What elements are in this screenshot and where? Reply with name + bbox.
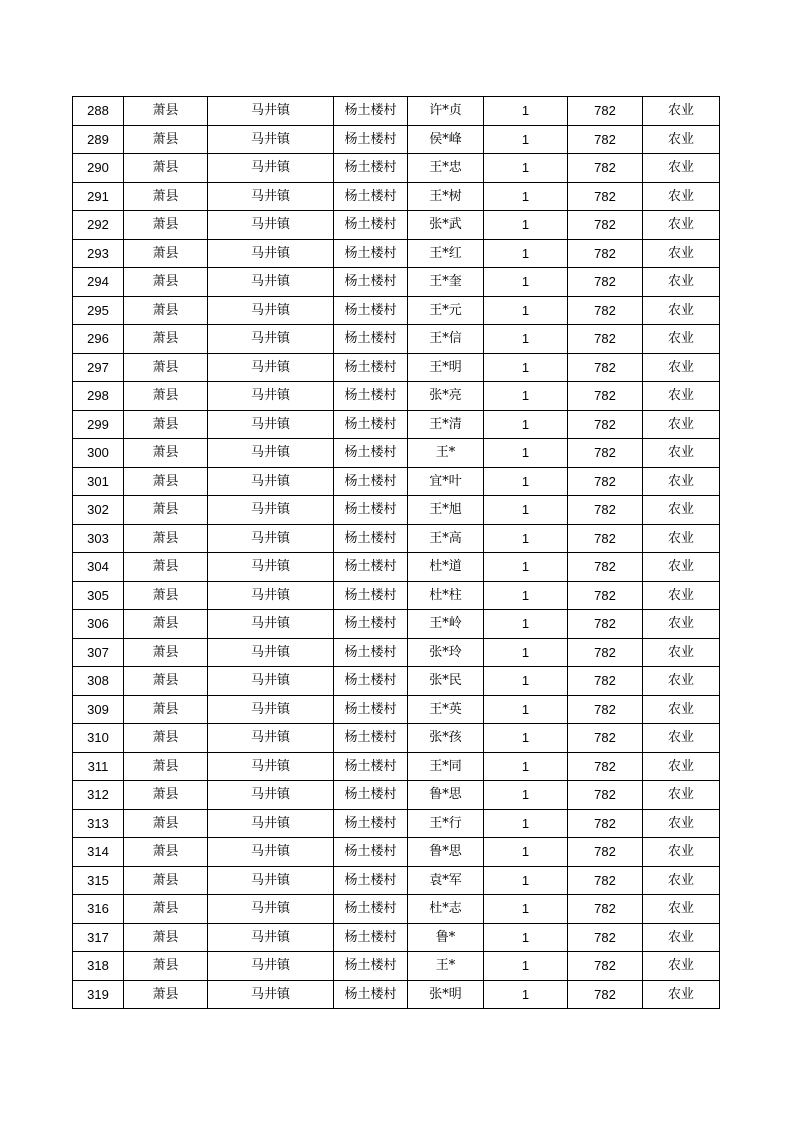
amount-cell: 782 bbox=[568, 553, 643, 582]
county-cell: 萧县 bbox=[124, 154, 208, 183]
village-cell: 杨土楼村 bbox=[334, 809, 408, 838]
table-row bbox=[73, 182, 720, 211]
county-cell: 萧县 bbox=[124, 838, 208, 867]
village-cell: 杨土楼村 bbox=[334, 496, 408, 525]
table-row bbox=[73, 325, 720, 354]
village-cell: 杨土楼村 bbox=[334, 296, 408, 325]
category-cell: 农业 bbox=[643, 325, 720, 354]
category-cell: 农业 bbox=[643, 410, 720, 439]
village-cell: 杨土楼村 bbox=[334, 866, 408, 895]
county-cell: 萧县 bbox=[124, 467, 208, 496]
amount-cell: 782 bbox=[568, 325, 643, 354]
amount-cell: 782 bbox=[568, 895, 643, 924]
count-cell: 1 bbox=[484, 866, 568, 895]
category-cell: 农业 bbox=[643, 125, 720, 154]
county-cell: 萧县 bbox=[124, 382, 208, 411]
county-cell: 萧县 bbox=[124, 809, 208, 838]
row-number: 313 bbox=[73, 809, 124, 838]
count-cell: 1 bbox=[484, 410, 568, 439]
category-cell: 农业 bbox=[643, 809, 720, 838]
village-cell: 杨土楼村 bbox=[334, 524, 408, 553]
category-cell: 农业 bbox=[643, 638, 720, 667]
table-row bbox=[73, 410, 720, 439]
county-cell: 萧县 bbox=[124, 610, 208, 639]
amount-cell: 782 bbox=[568, 838, 643, 867]
row-number: 302 bbox=[73, 496, 124, 525]
town-cell: 马井镇 bbox=[208, 268, 334, 297]
name-cell: 张*明 bbox=[408, 980, 484, 1009]
count-cell: 1 bbox=[484, 923, 568, 952]
row-number: 292 bbox=[73, 211, 124, 240]
row-number: 300 bbox=[73, 439, 124, 468]
table-row bbox=[73, 553, 720, 582]
village-cell: 杨土楼村 bbox=[334, 410, 408, 439]
town-cell: 马井镇 bbox=[208, 296, 334, 325]
table-row bbox=[73, 125, 720, 154]
count-cell: 1 bbox=[484, 467, 568, 496]
count-cell: 1 bbox=[484, 97, 568, 126]
category-cell: 农业 bbox=[643, 866, 720, 895]
town-cell: 马井镇 bbox=[208, 439, 334, 468]
name-cell: 许*贞 bbox=[408, 97, 484, 126]
category-cell: 农业 bbox=[643, 268, 720, 297]
amount-cell: 782 bbox=[568, 809, 643, 838]
category-cell: 农业 bbox=[643, 980, 720, 1009]
name-cell: 张*民 bbox=[408, 667, 484, 696]
row-number: 307 bbox=[73, 638, 124, 667]
village-cell: 杨土楼村 bbox=[334, 268, 408, 297]
county-cell: 萧县 bbox=[124, 638, 208, 667]
amount-cell: 782 bbox=[568, 638, 643, 667]
count-cell: 1 bbox=[484, 781, 568, 810]
amount-cell: 782 bbox=[568, 410, 643, 439]
town-cell: 马井镇 bbox=[208, 496, 334, 525]
village-cell: 杨土楼村 bbox=[334, 952, 408, 981]
town-cell: 马井镇 bbox=[208, 581, 334, 610]
county-cell: 萧县 bbox=[124, 724, 208, 753]
village-cell: 杨土楼村 bbox=[334, 695, 408, 724]
amount-cell: 782 bbox=[568, 524, 643, 553]
amount-cell: 782 bbox=[568, 496, 643, 525]
village-cell: 杨土楼村 bbox=[334, 353, 408, 382]
village-cell: 杨土楼村 bbox=[334, 638, 408, 667]
village-cell: 杨土楼村 bbox=[334, 239, 408, 268]
amount-cell: 782 bbox=[568, 695, 643, 724]
town-cell: 马井镇 bbox=[208, 467, 334, 496]
village-cell: 杨土楼村 bbox=[334, 182, 408, 211]
amount-cell: 782 bbox=[568, 467, 643, 496]
row-number: 310 bbox=[73, 724, 124, 753]
table-row bbox=[73, 581, 720, 610]
category-cell: 农业 bbox=[643, 239, 720, 268]
category-cell: 农业 bbox=[643, 781, 720, 810]
name-cell: 王* bbox=[408, 439, 484, 468]
county-cell: 萧县 bbox=[124, 125, 208, 154]
count-cell: 1 bbox=[484, 125, 568, 154]
town-cell: 马井镇 bbox=[208, 895, 334, 924]
amount-cell: 782 bbox=[568, 97, 643, 126]
town-cell: 马井镇 bbox=[208, 923, 334, 952]
village-cell: 杨土楼村 bbox=[334, 154, 408, 183]
name-cell: 鲁* bbox=[408, 923, 484, 952]
town-cell: 马井镇 bbox=[208, 695, 334, 724]
name-cell: 杜*柱 bbox=[408, 581, 484, 610]
count-cell: 1 bbox=[484, 325, 568, 354]
table-row bbox=[73, 154, 720, 183]
row-number: 291 bbox=[73, 182, 124, 211]
town-cell: 马井镇 bbox=[208, 781, 334, 810]
amount-cell: 782 bbox=[568, 382, 643, 411]
row-number: 303 bbox=[73, 524, 124, 553]
amount-cell: 782 bbox=[568, 581, 643, 610]
county-cell: 萧县 bbox=[124, 524, 208, 553]
category-cell: 农业 bbox=[643, 524, 720, 553]
county-cell: 萧县 bbox=[124, 496, 208, 525]
count-cell: 1 bbox=[484, 154, 568, 183]
county-cell: 萧县 bbox=[124, 752, 208, 781]
table-row bbox=[73, 296, 720, 325]
county-cell: 萧县 bbox=[124, 97, 208, 126]
category-cell: 农业 bbox=[643, 895, 720, 924]
village-cell: 杨土楼村 bbox=[334, 97, 408, 126]
table-row bbox=[73, 952, 720, 981]
table-row bbox=[73, 353, 720, 382]
row-number: 319 bbox=[73, 980, 124, 1009]
name-cell: 王*元 bbox=[408, 296, 484, 325]
category-cell: 农业 bbox=[643, 838, 720, 867]
category-cell: 农业 bbox=[643, 581, 720, 610]
row-number: 304 bbox=[73, 553, 124, 582]
count-cell: 1 bbox=[484, 496, 568, 525]
roster-body bbox=[73, 97, 720, 1009]
count-cell: 1 bbox=[484, 524, 568, 553]
row-number: 293 bbox=[73, 239, 124, 268]
row-number: 298 bbox=[73, 382, 124, 411]
count-cell: 1 bbox=[484, 268, 568, 297]
county-cell: 萧县 bbox=[124, 296, 208, 325]
town-cell: 马井镇 bbox=[208, 410, 334, 439]
village-cell: 杨土楼村 bbox=[334, 581, 408, 610]
table-row bbox=[73, 638, 720, 667]
village-cell: 杨土楼村 bbox=[334, 325, 408, 354]
name-cell: 王*红 bbox=[408, 239, 484, 268]
table-row bbox=[73, 752, 720, 781]
name-cell: 侯*峰 bbox=[408, 125, 484, 154]
name-cell: 张*孩 bbox=[408, 724, 484, 753]
county-cell: 萧县 bbox=[124, 952, 208, 981]
row-number: 290 bbox=[73, 154, 124, 183]
amount-cell: 782 bbox=[568, 353, 643, 382]
town-cell: 马井镇 bbox=[208, 211, 334, 240]
name-cell: 王*旭 bbox=[408, 496, 484, 525]
town-cell: 马井镇 bbox=[208, 724, 334, 753]
count-cell: 1 bbox=[484, 895, 568, 924]
village-cell: 杨土楼村 bbox=[334, 980, 408, 1009]
county-cell: 萧县 bbox=[124, 667, 208, 696]
category-cell: 农业 bbox=[643, 439, 720, 468]
town-cell: 马井镇 bbox=[208, 610, 334, 639]
town-cell: 马井镇 bbox=[208, 667, 334, 696]
category-cell: 农业 bbox=[643, 724, 720, 753]
county-cell: 萧县 bbox=[124, 553, 208, 582]
town-cell: 马井镇 bbox=[208, 325, 334, 354]
category-cell: 农业 bbox=[643, 467, 720, 496]
row-number: 316 bbox=[73, 895, 124, 924]
county-cell: 萧县 bbox=[124, 866, 208, 895]
count-cell: 1 bbox=[484, 980, 568, 1009]
category-cell: 农业 bbox=[643, 923, 720, 952]
town-cell: 马井镇 bbox=[208, 182, 334, 211]
amount-cell: 782 bbox=[568, 268, 643, 297]
category-cell: 农业 bbox=[643, 382, 720, 411]
category-cell: 农业 bbox=[643, 610, 720, 639]
name-cell: 王*信 bbox=[408, 325, 484, 354]
count-cell: 1 bbox=[484, 809, 568, 838]
amount-cell: 782 bbox=[568, 980, 643, 1009]
name-cell: 王*清 bbox=[408, 410, 484, 439]
row-number: 296 bbox=[73, 325, 124, 354]
county-cell: 萧县 bbox=[124, 182, 208, 211]
village-cell: 杨土楼村 bbox=[334, 923, 408, 952]
row-number: 299 bbox=[73, 410, 124, 439]
amount-cell: 782 bbox=[568, 211, 643, 240]
table-row bbox=[73, 895, 720, 924]
row-number: 308 bbox=[73, 667, 124, 696]
village-cell: 杨土楼村 bbox=[334, 125, 408, 154]
name-cell: 王*同 bbox=[408, 752, 484, 781]
count-cell: 1 bbox=[484, 296, 568, 325]
count-cell: 1 bbox=[484, 553, 568, 582]
count-cell: 1 bbox=[484, 667, 568, 696]
village-cell: 杨土楼村 bbox=[334, 752, 408, 781]
category-cell: 农业 bbox=[643, 952, 720, 981]
table-row bbox=[73, 980, 720, 1009]
village-cell: 杨土楼村 bbox=[334, 439, 408, 468]
row-number: 317 bbox=[73, 923, 124, 952]
county-cell: 萧县 bbox=[124, 325, 208, 354]
name-cell: 王*明 bbox=[408, 353, 484, 382]
category-cell: 农业 bbox=[643, 695, 720, 724]
count-cell: 1 bbox=[484, 439, 568, 468]
village-cell: 杨土楼村 bbox=[334, 382, 408, 411]
town-cell: 马井镇 bbox=[208, 752, 334, 781]
amount-cell: 782 bbox=[568, 610, 643, 639]
town-cell: 马井镇 bbox=[208, 524, 334, 553]
town-cell: 马井镇 bbox=[208, 353, 334, 382]
village-cell: 杨土楼村 bbox=[334, 211, 408, 240]
row-number: 297 bbox=[73, 353, 124, 382]
name-cell: 杜*志 bbox=[408, 895, 484, 924]
category-cell: 农业 bbox=[643, 296, 720, 325]
count-cell: 1 bbox=[484, 838, 568, 867]
county-cell: 萧县 bbox=[124, 781, 208, 810]
table-row bbox=[73, 211, 720, 240]
village-cell: 杨土楼村 bbox=[334, 724, 408, 753]
amount-cell: 782 bbox=[568, 296, 643, 325]
county-cell: 萧县 bbox=[124, 410, 208, 439]
name-cell: 王*岭 bbox=[408, 610, 484, 639]
amount-cell: 782 bbox=[568, 724, 643, 753]
amount-cell: 782 bbox=[568, 439, 643, 468]
name-cell: 鲁*思 bbox=[408, 838, 484, 867]
table-row bbox=[73, 467, 720, 496]
count-cell: 1 bbox=[484, 581, 568, 610]
name-cell: 杜*道 bbox=[408, 553, 484, 582]
row-number: 306 bbox=[73, 610, 124, 639]
table-row bbox=[73, 439, 720, 468]
row-number: 288 bbox=[73, 97, 124, 126]
category-cell: 农业 bbox=[643, 496, 720, 525]
village-cell: 杨土楼村 bbox=[334, 781, 408, 810]
name-cell: 王*奎 bbox=[408, 268, 484, 297]
name-cell: 张*武 bbox=[408, 211, 484, 240]
village-cell: 杨土楼村 bbox=[334, 895, 408, 924]
count-cell: 1 bbox=[484, 211, 568, 240]
town-cell: 马井镇 bbox=[208, 866, 334, 895]
count-cell: 1 bbox=[484, 382, 568, 411]
table-row bbox=[73, 524, 720, 553]
row-number: 294 bbox=[73, 268, 124, 297]
table-row bbox=[73, 268, 720, 297]
row-number: 315 bbox=[73, 866, 124, 895]
roster-table bbox=[72, 96, 720, 1009]
category-cell: 农业 bbox=[643, 353, 720, 382]
table-row bbox=[73, 781, 720, 810]
table-row bbox=[73, 496, 720, 525]
table-row bbox=[73, 809, 720, 838]
county-cell: 萧县 bbox=[124, 239, 208, 268]
row-number: 318 bbox=[73, 952, 124, 981]
village-cell: 杨土楼村 bbox=[334, 610, 408, 639]
count-cell: 1 bbox=[484, 724, 568, 753]
amount-cell: 782 bbox=[568, 154, 643, 183]
category-cell: 农业 bbox=[643, 667, 720, 696]
count-cell: 1 bbox=[484, 695, 568, 724]
table-row bbox=[73, 667, 720, 696]
amount-cell: 782 bbox=[568, 125, 643, 154]
county-cell: 萧县 bbox=[124, 439, 208, 468]
village-cell: 杨土楼村 bbox=[334, 553, 408, 582]
county-cell: 萧县 bbox=[124, 980, 208, 1009]
amount-cell: 782 bbox=[568, 923, 643, 952]
name-cell: 袁*军 bbox=[408, 866, 484, 895]
village-cell: 杨土楼村 bbox=[334, 838, 408, 867]
table-row bbox=[73, 724, 720, 753]
category-cell: 农业 bbox=[643, 752, 720, 781]
amount-cell: 782 bbox=[568, 182, 643, 211]
name-cell: 王* bbox=[408, 952, 484, 981]
row-number: 305 bbox=[73, 581, 124, 610]
town-cell: 马井镇 bbox=[208, 980, 334, 1009]
amount-cell: 782 bbox=[568, 667, 643, 696]
table-row bbox=[73, 239, 720, 268]
table-row bbox=[73, 838, 720, 867]
town-cell: 马井镇 bbox=[208, 97, 334, 126]
town-cell: 马井镇 bbox=[208, 125, 334, 154]
count-cell: 1 bbox=[484, 182, 568, 211]
row-number: 312 bbox=[73, 781, 124, 810]
count-cell: 1 bbox=[484, 610, 568, 639]
name-cell: 鲁*思 bbox=[408, 781, 484, 810]
county-cell: 萧县 bbox=[124, 211, 208, 240]
count-cell: 1 bbox=[484, 353, 568, 382]
town-cell: 马井镇 bbox=[208, 838, 334, 867]
category-cell: 农业 bbox=[643, 182, 720, 211]
town-cell: 马井镇 bbox=[208, 952, 334, 981]
table-row bbox=[73, 382, 720, 411]
count-cell: 1 bbox=[484, 952, 568, 981]
amount-cell: 782 bbox=[568, 952, 643, 981]
count-cell: 1 bbox=[484, 638, 568, 667]
table-row bbox=[73, 866, 720, 895]
county-cell: 萧县 bbox=[124, 695, 208, 724]
row-number: 311 bbox=[73, 752, 124, 781]
table-row bbox=[73, 610, 720, 639]
name-cell: 张*玲 bbox=[408, 638, 484, 667]
row-number: 301 bbox=[73, 467, 124, 496]
row-number: 295 bbox=[73, 296, 124, 325]
town-cell: 马井镇 bbox=[208, 239, 334, 268]
name-cell: 宜*叶 bbox=[408, 467, 484, 496]
row-number: 309 bbox=[73, 695, 124, 724]
town-cell: 马井镇 bbox=[208, 382, 334, 411]
count-cell: 1 bbox=[484, 239, 568, 268]
row-number: 314 bbox=[73, 838, 124, 867]
category-cell: 农业 bbox=[643, 553, 720, 582]
name-cell: 王*树 bbox=[408, 182, 484, 211]
amount-cell: 782 bbox=[568, 781, 643, 810]
county-cell: 萧县 bbox=[124, 268, 208, 297]
county-cell: 萧县 bbox=[124, 923, 208, 952]
amount-cell: 782 bbox=[568, 752, 643, 781]
table-row bbox=[73, 695, 720, 724]
county-cell: 萧县 bbox=[124, 581, 208, 610]
category-cell: 农业 bbox=[643, 97, 720, 126]
town-cell: 马井镇 bbox=[208, 154, 334, 183]
table-row bbox=[73, 97, 720, 126]
name-cell: 王*忠 bbox=[408, 154, 484, 183]
category-cell: 农业 bbox=[643, 211, 720, 240]
name-cell: 王*英 bbox=[408, 695, 484, 724]
name-cell: 王*高 bbox=[408, 524, 484, 553]
town-cell: 马井镇 bbox=[208, 553, 334, 582]
county-cell: 萧县 bbox=[124, 353, 208, 382]
town-cell: 马井镇 bbox=[208, 638, 334, 667]
village-cell: 杨土楼村 bbox=[334, 667, 408, 696]
amount-cell: 782 bbox=[568, 239, 643, 268]
table-row bbox=[73, 923, 720, 952]
county-cell: 萧县 bbox=[124, 895, 208, 924]
category-cell: 农业 bbox=[643, 154, 720, 183]
town-cell: 马井镇 bbox=[208, 809, 334, 838]
name-cell: 王*行 bbox=[408, 809, 484, 838]
name-cell: 张*亮 bbox=[408, 382, 484, 411]
village-cell: 杨土楼村 bbox=[334, 467, 408, 496]
count-cell: 1 bbox=[484, 752, 568, 781]
row-number: 289 bbox=[73, 125, 124, 154]
amount-cell: 782 bbox=[568, 866, 643, 895]
